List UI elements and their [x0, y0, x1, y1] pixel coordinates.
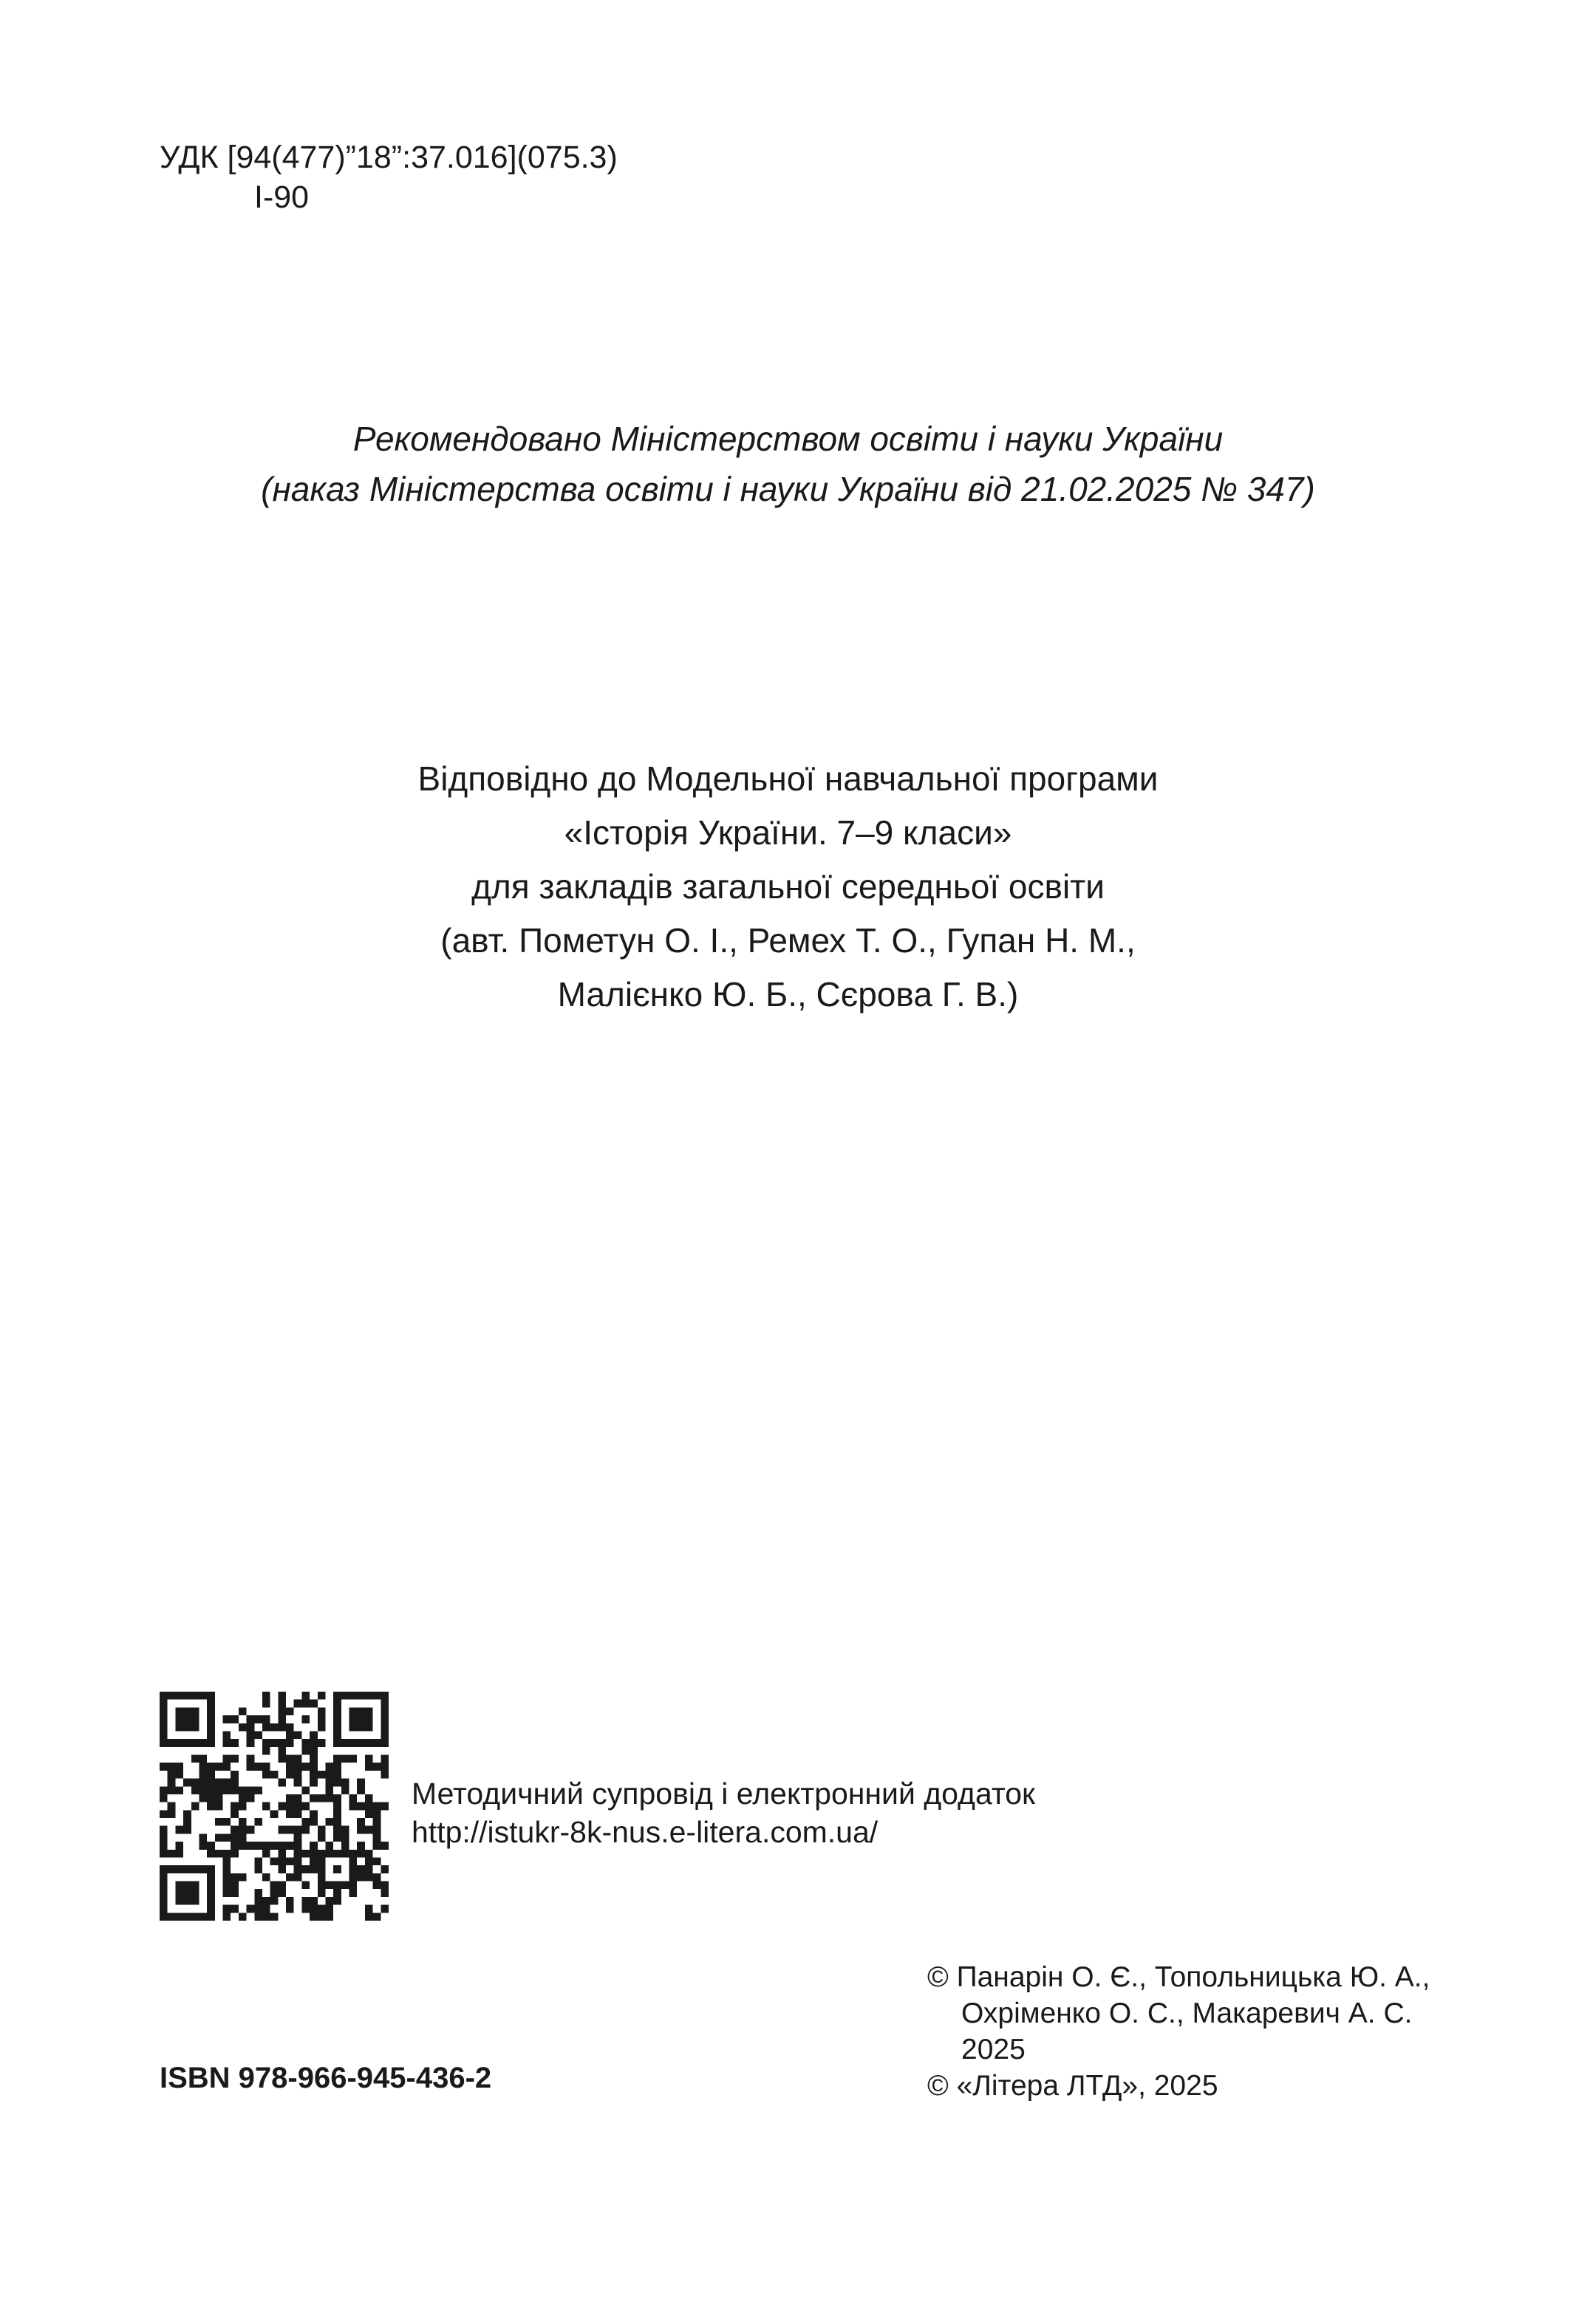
supplement-url[interactable]: http://istukr-8k-nus.e-litera.com.ua/ [412, 1815, 879, 1849]
copyright-authors-line-1: © Панарін О. Є., Топольницька Ю. А., [927, 1961, 1430, 1993]
program-line: Малієнко Ю. Б., Сєрова Г. В.) [557, 975, 1019, 1014]
ministry-recommendation [0, 414, 1576, 514]
program-reference [0, 752, 1576, 1022]
program-line: «Історія України. 7–9 класи» [564, 813, 1012, 852]
supplement-label: Методичний супровід і електронний додаток [412, 1777, 1035, 1811]
udk-code: УДК [94(477)”18”:37.016](075.3) [160, 140, 618, 175]
supplement-info [412, 1774, 1035, 1851]
copyright-authors-line-2: Охріменко О. С., Макаревич А. С. [961, 1997, 1413, 2029]
recommendation-line-1: Рекомендовано Міністерством освіти і науки України [352, 420, 1224, 458]
qr-code-graphic [160, 1692, 389, 1921]
qr-code-icon[interactable] [160, 1692, 389, 1921]
author-mark: І-90 [254, 180, 310, 215]
recommendation-line-2: (наказ Міністерства освіти і науки України від 21.02.2025 № 347) [261, 470, 1315, 508]
udk-block [160, 137, 618, 217]
isbn: ISBN 978-966-945-436-2 [160, 2062, 492, 2094]
program-line: Відповідно до Модельної навчальної програми [417, 759, 1159, 798]
copyright-block [927, 1959, 1430, 2104]
copyright-publisher: © «Літера ЛТД», 2025 [927, 2070, 1218, 2102]
copyright-year: 2025 [961, 2034, 1026, 2065]
program-line: (авт. Пометун О. І., Ремех Т. О., Гупан Н. М., [440, 921, 1136, 960]
program-line: для закладів загальної середньої освіти [471, 867, 1105, 906]
